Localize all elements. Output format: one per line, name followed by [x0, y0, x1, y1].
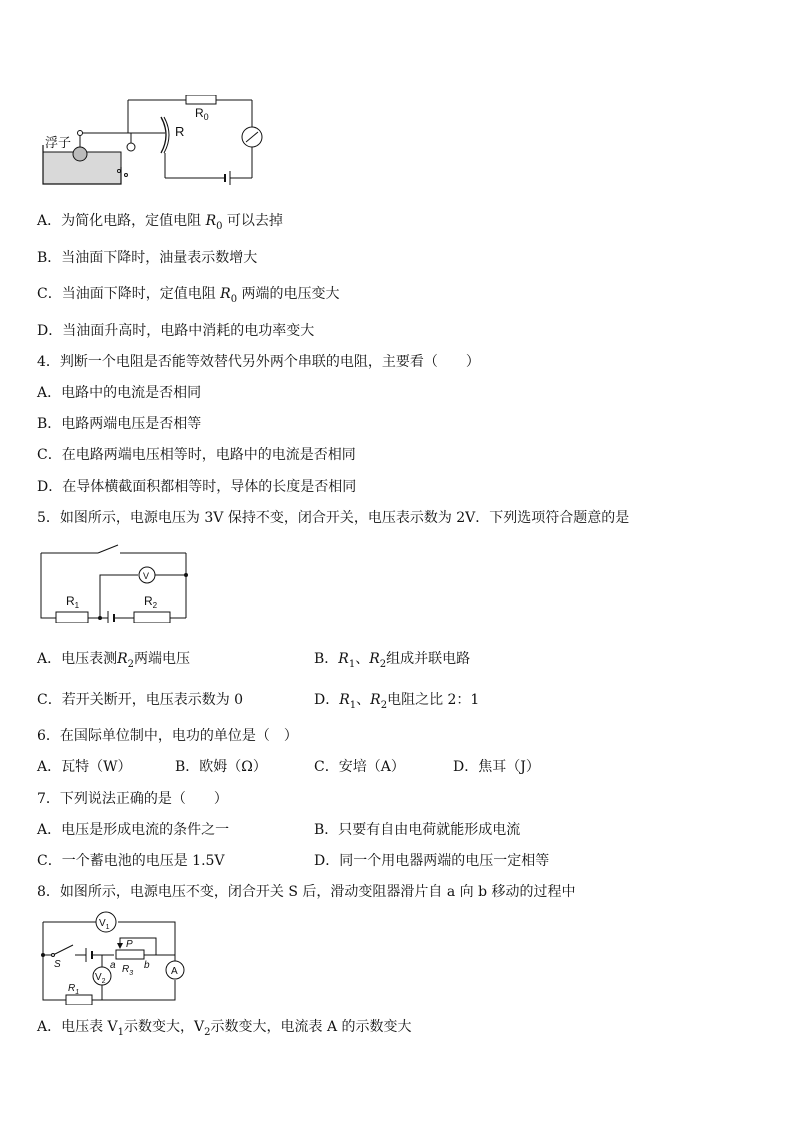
- q5-r1: [56, 612, 88, 623]
- q8-r3: [116, 950, 144, 959]
- q7-option-b: B．只要有自由电荷就能形成电流: [314, 822, 521, 838]
- q3-option-c: C．当油面下降时，定值电阻 $R_0$ 两端的电压变大: [37, 286, 340, 305]
- q4-option-c: C．在电路两端电压相等时，电路中的电流是否相同: [37, 447, 356, 463]
- float-label: 浮子: [45, 135, 72, 150]
- q8-switch: [53, 945, 73, 955]
- q5-option-d: D．$R_1$、$R_2$电阻之比 2：1: [314, 692, 480, 711]
- q6-option-a: A．瓦特（W）: [37, 759, 132, 775]
- q4-option-a: A．电路中的电流是否相同: [37, 385, 202, 401]
- svg-text:a: a: [110, 960, 116, 971]
- q5-r2-label: $R_2$: [144, 594, 158, 610]
- q7-option-c: C．一个蓄电池的电压是 1.5V: [37, 853, 225, 869]
- q7-option-a: A．电压是形成电流的条件之一: [37, 822, 230, 838]
- q8-slider-arrow: [117, 943, 123, 949]
- q8-r1: [66, 995, 92, 1005]
- q4-option-d: D．在导体横截面积都相等时，导体的长度是否相同: [37, 479, 357, 495]
- q5-switch: [98, 545, 118, 553]
- svg-text:P: P: [126, 939, 133, 950]
- q5-option-c: C．若开关断开，电压表示数为 0: [37, 692, 244, 708]
- q4-option-b: B．电路两端电压是否相等: [37, 416, 202, 432]
- float-ball: [73, 147, 87, 161]
- q8-option-a: A．电压表 $V_1$示数变大，$V_2$示数变大，电流表 A 的示数变大: [37, 1019, 412, 1038]
- svg-text:V: V: [143, 571, 150, 581]
- svg-text:V1: $V_1$: [99, 918, 110, 931]
- r0-resistor: [186, 95, 216, 104]
- q6-option-d: D．焦耳（J）: [453, 759, 540, 775]
- q6-option-c: C．安培（A）: [314, 759, 405, 775]
- pivot: [127, 143, 135, 151]
- q5-option-b: B．$R_1$、$R_2$组成并联电路: [314, 651, 471, 670]
- svg-text:A: A: [171, 966, 178, 977]
- q6-option-b: B．欧姆（Ω）: [175, 759, 267, 775]
- q3-option-a: A．为简化电路，定值电阻 $R_0$ 可以去掉: [37, 213, 283, 232]
- q7-option-d: D．同一个用电器两端的电压一定相等: [314, 853, 550, 869]
- oil-gauge-circuit-figure: [40, 95, 280, 190]
- svg-text:V2: $V_2$: [95, 972, 106, 985]
- q7-stem: 7．下列说法正确的是（ ）: [37, 791, 228, 807]
- r0-label: $R_0$: [195, 106, 209, 122]
- svg-text:S: S: [54, 959, 61, 970]
- q6-stem: 6．在国际单位制中，电功的单位是（ ）: [37, 728, 298, 744]
- q5-stem: 5．如图所示，电源电压为 3V 保持不变，闭合开关，电压表示数为 2V．下列选项符合题意的是: [37, 510, 630, 526]
- r-label: R: [175, 124, 185, 139]
- q5-r2: [134, 612, 170, 623]
- q4-stem: 4．判断一个电阻是否能等效替代另外两个串联的电阻，主要看（ ）: [37, 354, 480, 370]
- q5-option-a: A．电压表测$R_2$两端电压: [37, 651, 191, 670]
- q3-option-b: B．当油面下降时，油量表示数增大: [37, 250, 258, 266]
- svg-text:R3: $R_3$: [122, 964, 134, 977]
- variable-resistor-arc: [161, 117, 166, 153]
- q3-option-d: D．当油面升高时，电路中消耗的电功率变大: [37, 323, 315, 339]
- q8-stem: 8．如图所示，电源电压不变，闭合开关 S 后，滑动变阻器滑片自 a 向 b 移动的过程中: [37, 884, 576, 900]
- q8-circuit-figure: [38, 910, 188, 1005]
- svg-text:R1: $R_1$: [68, 983, 80, 996]
- q5-r1-label: $R_1$: [66, 594, 80, 610]
- svg-text:b: b: [144, 960, 150, 971]
- q5-circuit-figure: [38, 543, 193, 623]
